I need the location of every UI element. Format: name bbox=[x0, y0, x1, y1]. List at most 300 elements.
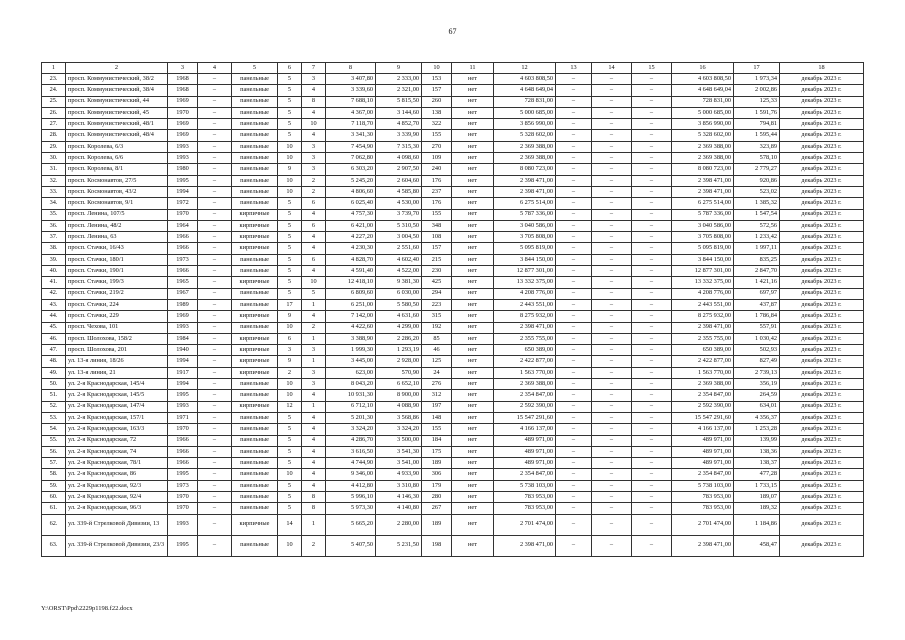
table-cell: 4 bbox=[302, 446, 326, 457]
table-cell: декабрь 2023 г. bbox=[780, 288, 864, 299]
table-cell: 2 369 388,00 bbox=[672, 153, 734, 164]
table-cell: – bbox=[592, 130, 632, 141]
table-cell: декабрь 2023 г. bbox=[780, 322, 864, 333]
table-cell: – bbox=[556, 480, 592, 491]
table-cell: – bbox=[632, 254, 672, 265]
table-cell: – bbox=[556, 322, 592, 333]
table-cell: нет bbox=[452, 401, 494, 412]
table-cell: 1993 bbox=[168, 153, 198, 164]
table-cell: нет bbox=[452, 311, 494, 322]
table-cell: 46 bbox=[422, 345, 452, 356]
table-cell: 5 bbox=[278, 85, 302, 96]
table-cell: – bbox=[592, 277, 632, 288]
table-cell: панельные bbox=[232, 446, 278, 457]
table-cell: нет bbox=[452, 367, 494, 378]
column-number: 1 bbox=[42, 63, 66, 74]
table-cell: – bbox=[556, 345, 592, 356]
table-cell: нет bbox=[452, 288, 494, 299]
table-cell: 5 787 336,00 bbox=[494, 209, 556, 220]
table-cell: – bbox=[198, 412, 232, 423]
table-cell: 260 bbox=[422, 96, 452, 107]
table-cell: 8 275 932,00 bbox=[672, 311, 734, 322]
table-cell: 1 bbox=[302, 514, 326, 535]
table-cell: – bbox=[632, 390, 672, 401]
table-cell: панельные bbox=[232, 491, 278, 502]
table-cell: нет bbox=[452, 379, 494, 390]
column-number: 2 bbox=[66, 63, 168, 74]
table-cell: 6 712,10 bbox=[326, 401, 376, 412]
table-cell: 4 603 808,50 bbox=[672, 74, 734, 85]
table-row bbox=[42, 164, 864, 175]
table-cell: нет bbox=[452, 119, 494, 130]
table-cell: 47. bbox=[42, 345, 66, 356]
table-cell: 2 928,00 bbox=[376, 356, 422, 367]
table-cell: – bbox=[198, 85, 232, 96]
table-cell: 5 580,50 bbox=[376, 299, 422, 310]
table-cell: 6 030,00 bbox=[376, 288, 422, 299]
table-cell: 4 530,00 bbox=[376, 198, 422, 209]
table-cell: декабрь 2023 г. bbox=[780, 232, 864, 243]
table-cell: 1 184,86 bbox=[734, 514, 780, 535]
table-cell: 24. bbox=[42, 85, 66, 96]
table-cell: нет bbox=[452, 446, 494, 457]
table-row bbox=[42, 401, 864, 412]
table-cell: 323,89 bbox=[734, 141, 780, 152]
table-cell: 1966 bbox=[168, 243, 198, 254]
table-cell: декабрь 2023 г. bbox=[780, 277, 864, 288]
table-cell: панельные bbox=[232, 175, 278, 186]
table-cell: 9 bbox=[278, 311, 302, 322]
table-cell: декабрь 2023 г. bbox=[780, 107, 864, 118]
table-cell: панельные bbox=[232, 96, 278, 107]
table-row bbox=[42, 141, 864, 152]
table-cell: 138,37 bbox=[734, 458, 780, 469]
table-cell: декабрь 2023 г. bbox=[780, 220, 864, 231]
table-cell: декабрь 2023 г. bbox=[780, 254, 864, 265]
table-cell: 189 bbox=[422, 458, 452, 469]
table-cell: – bbox=[632, 277, 672, 288]
table-cell: 46. bbox=[42, 333, 66, 344]
table-cell: нет bbox=[452, 503, 494, 514]
table-cell: декабрь 2023 г. bbox=[780, 164, 864, 175]
table-cell: просп. Космонавтов, 27/5 bbox=[66, 175, 168, 186]
table-cell: 1969 bbox=[168, 130, 198, 141]
table-cell: 1 997,11 bbox=[734, 243, 780, 254]
table-cell: просп. Шолохова, 158/2 bbox=[66, 333, 168, 344]
table-cell: нет bbox=[452, 435, 494, 446]
table-cell: – bbox=[632, 322, 672, 333]
table-cell: 1968 bbox=[168, 85, 198, 96]
table-cell: 827,49 bbox=[734, 356, 780, 367]
table-cell: нет bbox=[452, 164, 494, 175]
table-cell: 4 bbox=[302, 390, 326, 401]
table-cell: 294 bbox=[422, 288, 452, 299]
table-cell: – bbox=[198, 435, 232, 446]
table-cell: 5 815,50 bbox=[376, 96, 422, 107]
table-cell: нет bbox=[452, 299, 494, 310]
table-cell: 5 bbox=[278, 254, 302, 265]
table-cell: – bbox=[198, 367, 232, 378]
table-cell: – bbox=[556, 367, 592, 378]
table-cell: ул. 13-я линия, 18/26 bbox=[66, 356, 168, 367]
table-cell: 12 877 301,00 bbox=[494, 266, 556, 277]
table-cell: нет bbox=[452, 74, 494, 85]
table-cell: 2 592 390,00 bbox=[494, 401, 556, 412]
table-cell: 6 303,20 bbox=[326, 164, 376, 175]
table-cell: 2 355 755,00 bbox=[672, 333, 734, 344]
housing-register-table bbox=[41, 62, 864, 557]
table-cell: 3 844 150,00 bbox=[672, 254, 734, 265]
table-cell: – bbox=[198, 186, 232, 197]
table-cell: 13 332 375,00 bbox=[672, 277, 734, 288]
table-cell: – bbox=[556, 333, 592, 344]
table-cell: 728 831,00 bbox=[672, 96, 734, 107]
table-cell: – bbox=[198, 209, 232, 220]
table-cell: 489 971,00 bbox=[672, 435, 734, 446]
table-cell: декабрь 2023 г. bbox=[780, 424, 864, 435]
table-cell: – bbox=[632, 356, 672, 367]
table-cell: – bbox=[632, 491, 672, 502]
table-cell: декабрь 2023 г. bbox=[780, 435, 864, 446]
table-cell: – bbox=[592, 435, 632, 446]
table-cell: 52. bbox=[42, 401, 66, 412]
table-cell: 6 809,60 bbox=[326, 288, 376, 299]
table-cell: – bbox=[592, 153, 632, 164]
table-cell: 42. bbox=[42, 288, 66, 299]
table-cell: – bbox=[592, 491, 632, 502]
table-cell: декабрь 2023 г. bbox=[780, 446, 864, 457]
table-cell: 315 bbox=[422, 311, 452, 322]
table-cell: 1989 bbox=[168, 299, 198, 310]
table-cell: 10 bbox=[278, 322, 302, 333]
table-cell: 5 bbox=[278, 424, 302, 435]
table-cell: – bbox=[592, 345, 632, 356]
table-cell: 38. bbox=[42, 243, 66, 254]
table-cell: 1995 bbox=[168, 390, 198, 401]
table-row bbox=[42, 458, 864, 469]
table-row bbox=[42, 232, 864, 243]
table-cell: 8 043,20 bbox=[326, 379, 376, 390]
table-row bbox=[42, 367, 864, 378]
table-cell: – bbox=[632, 96, 672, 107]
column-number: 8 bbox=[326, 63, 376, 74]
table-cell: – bbox=[632, 367, 672, 378]
table-cell: 4 744,90 bbox=[326, 458, 376, 469]
table-cell: 3 bbox=[302, 379, 326, 390]
table-cell: 1970 bbox=[168, 424, 198, 435]
table-cell: – bbox=[556, 401, 592, 412]
table-cell: 9 346,00 bbox=[326, 469, 376, 480]
table-cell: 2 592 390,00 bbox=[672, 401, 734, 412]
table-cell: – bbox=[198, 74, 232, 85]
table-cell: декабрь 2023 г. bbox=[780, 186, 864, 197]
table-cell: 3 445,00 bbox=[326, 356, 376, 367]
table-cell: 2 369 388,00 bbox=[494, 141, 556, 152]
table-cell: 8 bbox=[302, 491, 326, 502]
table-cell: 7 118,70 bbox=[326, 119, 376, 130]
table-cell: – bbox=[592, 311, 632, 322]
table-cell: – bbox=[592, 424, 632, 435]
table-cell: – bbox=[198, 232, 232, 243]
table-row bbox=[42, 153, 864, 164]
table-cell: 4 933,90 bbox=[376, 469, 422, 480]
table-cell: 7 688,10 bbox=[326, 96, 376, 107]
table-cell: ул. 339-й Стрелковой Дивизии, 23/3 bbox=[66, 535, 168, 556]
table-cell: – bbox=[198, 514, 232, 535]
table-cell: 237 bbox=[422, 186, 452, 197]
table-cell: 230 bbox=[422, 266, 452, 277]
table-row bbox=[42, 345, 864, 356]
table-cell: 5 973,30 bbox=[326, 503, 376, 514]
table-cell: нет bbox=[452, 198, 494, 209]
table-cell: декабрь 2023 г. bbox=[780, 356, 864, 367]
table-cell: 1 233,42 bbox=[734, 232, 780, 243]
table-cell: – bbox=[198, 446, 232, 457]
table-cell: нет bbox=[452, 209, 494, 220]
table-cell: – bbox=[556, 153, 592, 164]
table-row bbox=[42, 96, 864, 107]
table-cell: 10 bbox=[302, 277, 326, 288]
table-cell: 489 971,00 bbox=[494, 458, 556, 469]
table-cell: декабрь 2023 г. bbox=[780, 243, 864, 254]
table-row bbox=[42, 74, 864, 85]
table-cell: 4 591,40 bbox=[326, 266, 376, 277]
table-cell: ул. 2-я Краснодарская, 145/5 bbox=[66, 390, 168, 401]
column-number: 7 bbox=[302, 63, 326, 74]
table-cell: – bbox=[556, 186, 592, 197]
table-cell: 176 bbox=[422, 198, 452, 209]
table-cell: 1970 bbox=[168, 503, 198, 514]
table-cell: декабрь 2023 г. bbox=[780, 266, 864, 277]
table-cell: панельные bbox=[232, 390, 278, 401]
header-row bbox=[42, 63, 864, 74]
table-cell: 2 398 471,00 bbox=[494, 175, 556, 186]
table-cell: 2 286,20 bbox=[376, 333, 422, 344]
table-cell: 5 bbox=[278, 266, 302, 277]
table-cell: 25. bbox=[42, 96, 66, 107]
table-cell: 4 bbox=[302, 85, 326, 96]
table-cell: – bbox=[556, 220, 592, 231]
table-cell: – bbox=[592, 107, 632, 118]
table-cell: – bbox=[198, 503, 232, 514]
table-cell: – bbox=[592, 198, 632, 209]
table-cell: 572,56 bbox=[734, 220, 780, 231]
table-cell: панельные bbox=[232, 503, 278, 514]
table-cell: – bbox=[556, 503, 592, 514]
table-cell: 6 251,00 bbox=[326, 299, 376, 310]
table-cell: 2 779,27 bbox=[734, 164, 780, 175]
table-cell: 650 389,00 bbox=[672, 345, 734, 356]
table-cell: 4 bbox=[302, 266, 326, 277]
table-cell: кирпичные bbox=[232, 367, 278, 378]
table-cell: 437,87 bbox=[734, 299, 780, 310]
table-cell: 557,91 bbox=[734, 322, 780, 333]
table-cell: 1970 bbox=[168, 491, 198, 502]
column-number: 18 bbox=[780, 63, 864, 74]
table-cell: – bbox=[592, 164, 632, 175]
table-cell: 1 421,16 bbox=[734, 277, 780, 288]
table-cell: 10 bbox=[278, 535, 302, 556]
table-cell: панельные bbox=[232, 198, 278, 209]
table-cell: 155 bbox=[422, 424, 452, 435]
table-cell: ул. 2-я Краснодарская, 147/4 bbox=[66, 401, 168, 412]
table-cell: кирпичные bbox=[232, 356, 278, 367]
table-cell: 1 385,32 bbox=[734, 198, 780, 209]
column-number: 3 bbox=[168, 63, 198, 74]
table-cell: 62. bbox=[42, 514, 66, 535]
table-cell: панельные bbox=[232, 412, 278, 423]
table-cell: кирпичные bbox=[232, 243, 278, 254]
table-cell: – bbox=[632, 435, 672, 446]
table-cell: 3 bbox=[302, 141, 326, 152]
table-cell: 53. bbox=[42, 412, 66, 423]
table-cell: 1970 bbox=[168, 107, 198, 118]
table-cell: 9 bbox=[278, 356, 302, 367]
table-cell: 7 062,80 bbox=[326, 153, 376, 164]
table-cell: – bbox=[556, 469, 592, 480]
table-cell: 322 bbox=[422, 119, 452, 130]
table-row bbox=[42, 107, 864, 118]
table-cell: 1 547,54 bbox=[734, 209, 780, 220]
table-cell: ул. 2-я Краснодарская, 96/3 bbox=[66, 503, 168, 514]
table-cell: – bbox=[592, 480, 632, 491]
table-cell: 10 931,30 bbox=[326, 390, 376, 401]
table-cell: просп. Стачки, 180/1 bbox=[66, 254, 168, 265]
table-cell: декабрь 2023 г. bbox=[780, 503, 864, 514]
table-cell: нет bbox=[452, 458, 494, 469]
table-cell: 1969 bbox=[168, 311, 198, 322]
table-cell: нет bbox=[452, 345, 494, 356]
table-cell: – bbox=[198, 243, 232, 254]
table-cell: панельные bbox=[232, 164, 278, 175]
table-cell: 40. bbox=[42, 266, 66, 277]
table-cell: 3 144,60 bbox=[376, 107, 422, 118]
table-cell: 4 585,80 bbox=[376, 186, 422, 197]
table-cell: 1966 bbox=[168, 446, 198, 457]
table-cell: 4 286,70 bbox=[326, 435, 376, 446]
table-cell: – bbox=[556, 96, 592, 107]
table-cell: – bbox=[556, 119, 592, 130]
table-cell: – bbox=[592, 74, 632, 85]
table-cell: 125 bbox=[422, 356, 452, 367]
table-cell: 189,07 bbox=[734, 491, 780, 502]
table-cell: – bbox=[592, 503, 632, 514]
table-cell: – bbox=[198, 379, 232, 390]
table-cell: 5 bbox=[278, 243, 302, 254]
table-cell: 1968 bbox=[168, 74, 198, 85]
table-cell: 489 971,00 bbox=[494, 446, 556, 457]
table-row bbox=[42, 266, 864, 277]
table-cell: 523,02 bbox=[734, 186, 780, 197]
table-cell: 2 604,60 bbox=[376, 175, 422, 186]
table-cell: – bbox=[592, 356, 632, 367]
table-cell: 1 293,19 bbox=[376, 345, 422, 356]
table-cell: 2 422 877,00 bbox=[494, 356, 556, 367]
table-cell: 12 bbox=[278, 401, 302, 412]
table-cell: 4 422,60 bbox=[326, 322, 376, 333]
table-row bbox=[42, 254, 864, 265]
table-cell: 5 738 103,00 bbox=[672, 480, 734, 491]
table-cell: – bbox=[198, 254, 232, 265]
table-cell: 6 bbox=[302, 220, 326, 231]
table-cell: 1980 bbox=[168, 164, 198, 175]
table-cell: ул. 2-я Краснодарская, 145/4 bbox=[66, 379, 168, 390]
table-cell: – bbox=[592, 514, 632, 535]
table-cell: 1969 bbox=[168, 96, 198, 107]
table-cell: 4 098,60 bbox=[376, 153, 422, 164]
table-cell: 3 310,80 bbox=[376, 480, 422, 491]
table-cell: 2 398 471,00 bbox=[494, 322, 556, 333]
table-cell: 6 025,40 bbox=[326, 198, 376, 209]
table-cell: 9 bbox=[278, 164, 302, 175]
table-cell: – bbox=[592, 446, 632, 457]
table-cell: 5 310,50 bbox=[376, 220, 422, 231]
table-cell: 8 080 723,00 bbox=[494, 164, 556, 175]
table-cell: – bbox=[556, 412, 592, 423]
table-cell: – bbox=[592, 401, 632, 412]
column-number: 11 bbox=[452, 63, 494, 74]
table-cell: 1971 bbox=[168, 412, 198, 423]
table-cell: – bbox=[592, 288, 632, 299]
table-cell: нет bbox=[452, 491, 494, 502]
table-cell: 51. bbox=[42, 390, 66, 401]
column-number: 12 bbox=[494, 63, 556, 74]
table-cell: – bbox=[556, 491, 592, 502]
table-cell: – bbox=[198, 458, 232, 469]
table-cell: 4 146,30 bbox=[376, 491, 422, 502]
table-cell: 85 bbox=[422, 333, 452, 344]
table-cell: 264,59 bbox=[734, 390, 780, 401]
table-cell: 3 bbox=[302, 74, 326, 85]
table-cell: – bbox=[556, 379, 592, 390]
table-cell: декабрь 2023 г. bbox=[780, 141, 864, 152]
table-row bbox=[42, 424, 864, 435]
table-cell: 10 bbox=[278, 379, 302, 390]
table-cell: 4 648 649,04 bbox=[494, 85, 556, 96]
table-cell: 4 412,80 bbox=[326, 480, 376, 491]
table-cell: просп. Коммунистический, 38/4 bbox=[66, 85, 168, 96]
table-cell: просп. Коммунистический, 44 bbox=[66, 96, 168, 107]
table-cell: 8 080 723,00 bbox=[672, 164, 734, 175]
table-cell: – bbox=[198, 480, 232, 491]
table-cell: – bbox=[592, 85, 632, 96]
table-cell: 6 bbox=[278, 333, 302, 344]
table-cell: 783 953,00 bbox=[672, 491, 734, 502]
table-cell: 634,01 bbox=[734, 401, 780, 412]
table-cell: 33. bbox=[42, 186, 66, 197]
table-cell: панельные bbox=[232, 74, 278, 85]
table-cell: – bbox=[556, 74, 592, 85]
table-cell: – bbox=[632, 458, 672, 469]
table-cell: 4 bbox=[302, 469, 326, 480]
table-cell: 4 367,00 bbox=[326, 107, 376, 118]
table-cell: 26. bbox=[42, 107, 66, 118]
table-cell: 28. bbox=[42, 130, 66, 141]
table-cell: 5 bbox=[278, 458, 302, 469]
table-cell: – bbox=[198, 220, 232, 231]
table-cell: 15 547 291,60 bbox=[672, 412, 734, 423]
table-cell: 63. bbox=[42, 535, 66, 556]
table-cell: 2 321,00 bbox=[376, 85, 422, 96]
table-cell: 1 563 770,00 bbox=[494, 367, 556, 378]
table-cell: 1966 bbox=[168, 266, 198, 277]
table-cell: 1993 bbox=[168, 141, 198, 152]
table-cell: 5 000 685,00 bbox=[672, 107, 734, 118]
table-cell: 4 166 137,00 bbox=[494, 424, 556, 435]
table-cell: просп. Королева, 6/6 bbox=[66, 153, 168, 164]
table-cell: – bbox=[556, 311, 592, 322]
table-cell: – bbox=[198, 130, 232, 141]
